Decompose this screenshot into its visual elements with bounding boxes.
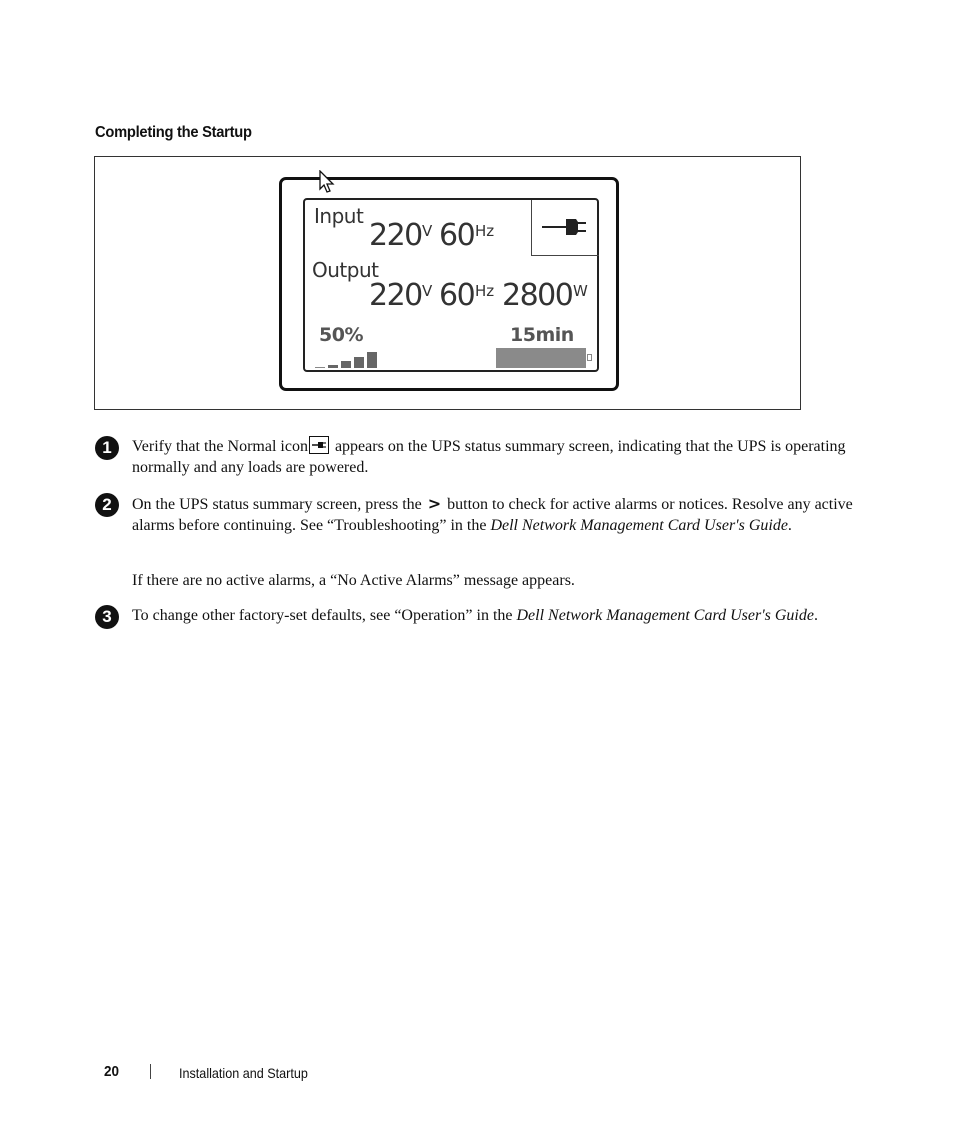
output-frequency-unit: Hz <box>475 282 495 300</box>
output-power: 2800 <box>502 278 573 313</box>
page-number: 20 <box>104 1063 120 1080</box>
input-voltage-unit: V <box>422 222 433 240</box>
lcd-screen <box>303 198 599 372</box>
load-percent: 50% <box>319 324 363 346</box>
load-level-bars <box>315 350 385 372</box>
output-frequency: 60 <box>439 278 475 313</box>
step-text-part: . <box>787 517 792 534</box>
battery-runtime: 15min <box>510 324 574 346</box>
output-power-unit: W <box>573 282 588 300</box>
input-frequency: 60 <box>439 218 475 253</box>
load-bar <box>341 361 351 368</box>
no-alarms-note: If there are no active alarms, a “No Active Alarms” message appears. <box>132 572 575 589</box>
output-label: Output <box>312 258 379 282</box>
step-number: 2 <box>95 493 119 517</box>
right-chevron-key-icon: > <box>427 494 442 513</box>
step-text-part: Verify that the Normal icon <box>132 438 308 455</box>
footer-divider <box>150 1064 151 1079</box>
load-bar <box>328 365 338 368</box>
step-number: 3 <box>95 605 119 629</box>
status-icon-box <box>531 200 599 256</box>
step-text <box>132 436 862 478</box>
step-text <box>132 493 862 536</box>
load-bar <box>315 367 325 368</box>
step-text-part: . <box>813 607 818 624</box>
lcd-display-frame <box>279 177 619 391</box>
step-number: 1 <box>95 436 119 460</box>
step-text <box>132 605 862 626</box>
input-label: Input <box>314 204 364 228</box>
lcd-figure <box>94 156 801 410</box>
battery-level-bar <box>496 348 586 368</box>
guide-title: Dell Network Management Card User's Guide <box>516 607 814 624</box>
section-heading: Completing the Startup <box>95 124 252 141</box>
input-frequency-unit: Hz <box>475 222 495 240</box>
step-text-part: On the UPS status summary screen, press the <box>132 496 422 513</box>
step-text-part: To change other factory-set defaults, see “Operation” in the <box>132 607 517 624</box>
footer-section-title: Installation and Startup <box>179 1065 308 1081</box>
normal-plug-icon <box>309 436 329 454</box>
mouse-cursor-icon <box>318 170 336 194</box>
guide-title: Dell Network Management Card User's Guide <box>490 517 788 534</box>
load-bar <box>367 352 377 368</box>
output-voltage-unit: V <box>422 282 433 300</box>
input-voltage: 220 <box>369 218 422 253</box>
plug-icon <box>532 200 600 256</box>
step-text-part: appears on the UPS status summary screen, indicating that the UPS is operating normally and any loads are powered. <box>132 438 846 476</box>
load-bar <box>354 357 364 368</box>
battery-tip <box>587 354 592 361</box>
step-text-part: button to check for active alarms or notices. Resolve any active alarms before continuing. See “Troubleshooting” in the <box>132 496 853 534</box>
output-voltage: 220 <box>369 278 422 313</box>
